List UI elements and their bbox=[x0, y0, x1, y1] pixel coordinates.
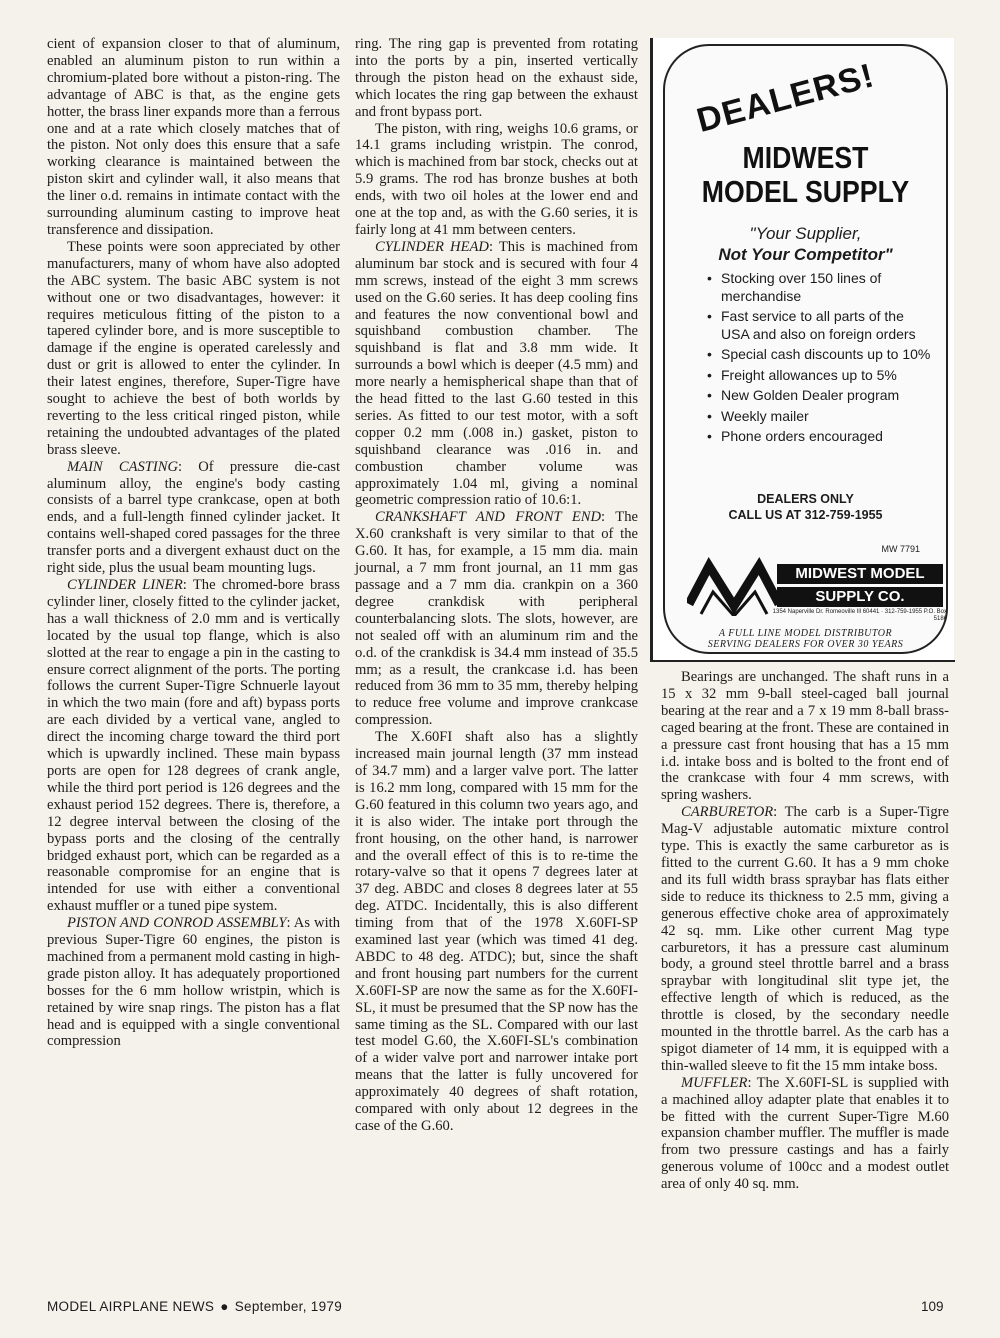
ad-company-bar-1: MIDWEST MODEL bbox=[777, 564, 943, 584]
section-body: The chromed-bore brass cylinder liner, closely fitted to the cylinder jacket, has a wall thickness of 2.0 mm and is vertically located by the usual top flange, which is also slotted at the rear to engage a pin in the casting to ensure correct alignment of the ports. The porting follows the current Super-Tigre Schnuerle layout in which the two main (fore and aft) bypass ports are each divided by a vertical vane, angled to direct the incoming charge toward the third port which is upwardly inclined. These main bypass ports are open for 128 degrees of crank angle, while the third port period is 126 degrees and the exhaust period 152 degrees. There is, therefore, a 12 degree interval between the closing of the bypass ports and the closing of the centrally bridged exhaust port, which can be regarded as a reasonable compromise for an engine that is intended for use with either a conventional exhaust muffler or a tuned pipe system. bbox=[47, 577, 340, 915]
section-body: The X.60 crankshaft is very similar to that of the G.60. It has, for example, a 15 mm dia. main journal, a 7 mm front journal, an 11 mm gas passage and a 7 mm dia. crankpin on a 360 degree crankdisk with peripheral counterbalancing slots. The slots, however, are not sealed off with an aluminum rim and the o.d. of the crankdisk is 34.4 mm instead of 35.5 mm; as a result, the crankcase i.d. has been reduced from 36 mm to 35 mm, thereby helping to reduce free volume and improve crankcase compression. bbox=[355, 509, 638, 729]
ad-feature-item: • Fast service to all parts of the USA and also on foreign orders bbox=[705, 308, 935, 343]
ad-address: 1354 Naperville Dr. Romeoville Ill 60441 · 312-759-1955 P.O. Box 5186 bbox=[772, 609, 947, 622]
ad-title-line-2: MODEL SUPPLY bbox=[701, 174, 910, 209]
ad-feature-list bbox=[705, 270, 935, 449]
section-heading: CARBURETOR bbox=[681, 804, 774, 821]
ad-tagline bbox=[665, 628, 946, 650]
section-heading: MAIN CASTING bbox=[67, 458, 179, 475]
section-body: Of pressure die-cast aluminum alloy, the engine's body casting consists of a barrel type crankcase, open at both ends, and a full-length finned cylinder jacket. It contains well-shaped cored passages for the three transfer ports and a divergent exhaust duct on the right side, plus the usual beam mounting lugs. bbox=[47, 458, 341, 577]
ad-dealers-only: DEALERS ONLY bbox=[757, 492, 854, 506]
section-heading: CYLINDER LINER bbox=[67, 577, 183, 593]
ad-rounded-frame bbox=[663, 44, 948, 654]
paragraph: cient of expansion closer to that of aluminum, enabled an aluminum piston to run within a chromium-plated bore without a piston-ring. The advantage of ABC is that, as the engine gets hotter, the brass liner expands more than a ferrous one and at a rate which closely matches that of the piston. Not only does this ensure that a safe working clearance is maintained between the piston skirt and cylinder wall, it also means that the liner o.d. remains in intimate contact with the surrounding aluminum casting to improve heat transference and dissipation. bbox=[47, 36, 340, 238]
ad-tagline-line-1: A FULL LINE MODEL DISTRIBUTOR bbox=[718, 628, 893, 639]
section-heading: CYLINDER HEAD bbox=[375, 238, 489, 255]
ad-code: MW 7791 bbox=[881, 544, 920, 554]
paragraph: CYLINDER LINER: The chromed-bore brass cylinder liner, closely fitted to the cylinder jacket, has a wall thickness of 2.0 mm and is vertically located by the usual top flange, which is also slotted at the rear to engage a pin in the casting to ensure correct alignment of the ports. The porting follows the current Super-Tigre Schnuerle layout in which the two main (fore and aft) bypass ports are each divided by a vertical vane, angled to direct the incoming charge toward the third port which is upwardly inclined. These main bypass ports are open for 128 degrees of crank angle, while the third port period is 126 degrees and the exhaust period 152 degrees. There is, therefore, a 12 degree interval between the closing of the bypass ports and the closing of the centrally bridged exhaust port, which can be regarded as a reasonable compromise for an engine that is intended for use with either a conventional exhaust muffler or a tuned pipe system. bbox=[47, 577, 340, 915]
paragraph: The X.60FI shaft also has a slightly increased main journal length (37 mm instead of 34.7 mm) and a larger valve port. The latter is 16.2 mm long, compared with 15 mm for the G.60 featured in this column two years ago, and it is also wider. The intake port through the front housing, on the other hand, is narrower and the overall effect of this is to re-time the rotary-valve so that it opens 7 degrees later at 37 deg. ABDC and closes 8 degrees later at 55 deg. ATDC. Incidentally, this is also different timing from that of the 1978 X.60FI-SP examined last year (which was timed 41 deg. ABDC to 48 deg. ATDC); but, since the shaft and front housing part numbers for the current X.60FI-SP are now the same as for the X.60FI-SL, it must be presumed that the SP now has the same timing as the SL. Compared with our last test model G.60, the X.60FI-SL's combination of a wider valve port and narrower intake port means that the latter is fully uncovered for approximately 40 degrees of shaft rotation, compared with only about 12 degrees in the case of the G.60. bbox=[355, 729, 638, 1134]
ad-slogan-line-1: "Your Supplier, bbox=[749, 224, 862, 243]
section-heading: MUFFLER bbox=[681, 1074, 748, 1091]
ad-feature-item: • Special cash discounts up to 10% bbox=[705, 346, 935, 364]
paragraph: MUFFLER: The X.60FI-SL is supplied with a machined alloy adapter plate that enables it to be fitted with the current Super-Tigre M.60 expansion chamber muffler. The muffler is made from two pressure castings and has a fairly generous volume of 100cc and a modest outlet area of only 40 sq. mm. bbox=[661, 1074, 949, 1193]
paragraph: CYLINDER HEAD: This is machined from aluminum bar stock and is secured with four 4 mm screws, instead of the eight 3 mm screws used on the G.60 series. It has deep cooling fins and features the now conventional bowl and squishband combustion chamber. The squishband is flat and 3.8 mm wide. It surrounds a bowl which is deeper (4.5 mm) and more nearly a hemispherical shape than that of the head fitted to the last G.60 tested in this series. As fitted to our test motor, with a soft copper 0.2 mm (.008 in.) gasket, piston to squishband clearance was .016 in. and combustion chamber volume was approximately 1.04 ml, giving a nominal geometric compression ratio of 10.6:1. bbox=[355, 238, 638, 509]
section-heading: PISTON AND CONROD ASSEMBLY bbox=[67, 915, 287, 932]
footer-bullet: ● bbox=[220, 1299, 229, 1314]
section-body: The X.60FI-SL is supplied with a machined alloy adapter plate that enables it to be fitted with the current Super-Tigre M.60 expansion chamber muffler. The muffler is made from two pressure castings and has a fairly generous volume of 100cc and a modest outlet area of only 40 sq. mm. bbox=[661, 1074, 949, 1193]
ad-tagline-line-2: SERVING DEALERS FOR OVER 30 YEARS bbox=[707, 639, 904, 650]
article-column-3 bbox=[661, 669, 949, 1193]
article-column-2 bbox=[355, 36, 638, 1135]
paragraph: These points were soon appreciated by other manufacturers, many of whom have also adopted the ABC system. The basic ABC system is not without one or two disadvantages, however: it requires meticulous fitting of the piston to a tapered cylinder bore, and is more susceptible to damage if the engine is operated carelessly and dust or grit is allowed to enter the cylinder. In their latest engines, therefore, Super-Tigre have sought to achieve the best of both worlds by reverting to the less critical ringed piston, while retaining the undoubted advantages of the plated brass sleeve. bbox=[47, 238, 340, 458]
ad-title-line-1: MIDWEST bbox=[742, 140, 869, 175]
section-heading: CRANKSHAFT AND FRONT END bbox=[375, 509, 602, 526]
ad-feature-item: • Phone orders encouraged bbox=[705, 428, 935, 446]
ad-feature-item: • Freight allowances up to 5% bbox=[705, 367, 935, 385]
paragraph: Bearings are unchanged. The shaft runs in a 15 x 32 mm 9-ball steel-caged ball journal bearing at the rear and a 7 x 19 mm 8-ball brass-caged bearing at the front. These are contained in a pressure cast front housing that has a 15 mm i.d. intake boss and is bolted to the front end of the crankcase with four 4 mm screws, with spring washers. bbox=[661, 669, 949, 804]
section-body: The carb is a Super-Tigre Mag-V adjustable automatic mixture control type. This is exactly the same carburetor as is fitted to the current G.60. It has a 9 mm choke and its full width brass spraybar has flats either side to reduce its thickness to 2.5 mm, giving a generous effective choke area of approximately 42 sq. mm. Like other current Mag type carburetors, it has a pressure cast aluminum body, a ground steel throttle barrel and a brass spraybar with longitudinal slit type jet, the effective length of which is reduced, as the throttle is closed, by the secondary needle mounted in the throttle barrel. As the carb has a spigot diameter of 14 mm, it is equipped with a thin-walled sleeve to fit the 15 mm intake boss. bbox=[661, 804, 949, 1074]
ad-dealers-heading: DEALERS! bbox=[692, 56, 879, 141]
midwest-logo-icon bbox=[687, 556, 781, 616]
ad-feature-item: • New Golden Dealer program bbox=[705, 387, 935, 405]
section-body: As with previous Super-Tigre 60 engines, the piston is machined from a permanent mold casting in high-grade piston alloy. It has adequately proportioned bosses for the 6 mm hollow wristpin, which is retained by wire snap rings. The piston has a flat head and is equipped with a single conventional compression bbox=[47, 915, 340, 1050]
paragraph: CARBURETOR: The carb is a Super-Tigre Mag-V adjustable automatic mixture control type. This is exactly the same carburetor as is fitted to the current G.60. It has a 9 mm choke and its full width brass spraybar has flats either side to reduce its thickness to 2.5 mm, giving a generous effective choke area of approximately 42 sq. mm. Like other current Mag type carburetors, it has a pressure cast aluminum body, a ground steel throttle barrel and a brass spraybar with longitudinal slit type jet, the effective length of which is reduced, as the throttle is closed, by the secondary needle mounted in the throttle barrel. As the carb has a spigot diameter of 14 mm, it is equipped with a thin-walled sleeve to fit the 15 mm intake boss. bbox=[661, 804, 949, 1074]
paragraph: CRANKSHAFT AND FRONT END: The X.60 crankshaft is very similar to that of the G.60. It has, for example, a 15 mm dia. main journal, a 7 mm front journal, an 11 mm gas passage and a 7 mm dia. crankpin on a 360 degree crankdisk with peripheral counterbalancing slots. The slots, however, are not sealed off with an aluminum rim and the o.d. of the crankdisk is 34.4 mm instead of 35.5 mm; as a result, the crankcase i.d. has been reduced from 36 mm to 35 mm, thereby helping to reduce free volume and improve crankcase compression. bbox=[355, 509, 638, 729]
paragraph: MAIN CASTING: Of pressure die-cast aluminum alloy, the engine's body casting consists of a barrel type crankcase, open at both ends, and a full-length finned cylinder jacket. It contains well-shaped cored passages for the three transfer ports and a divergent exhaust duct on the right side, plus the usual beam mounting lugs. bbox=[47, 458, 341, 577]
issue-date: September, 1979 bbox=[234, 1299, 343, 1314]
ad-slogan-line-2: Not Your Competitor" bbox=[718, 245, 893, 264]
section-body: This is machined from aluminum bar stock and is secured with four 4 mm screws, instead of the eight 3 mm screws used on the G.60 series. It has deep cooling fins and features the now conventional bowl and squishband combustion chamber. The squishband is flat and 3.8 mm wide. It surrounds a bowl which is deeper (4.5 mm) and more nearly a hemispherical shape than that of the head fitted to the last G.60 tested in this series. As fitted to our test motor, with a soft copper 0.2 mm (.008 in.) gasket, piston to squishband clearance was .016 in. and combustion chamber volume was approximately 1.04 ml, giving a nominal geometric compression ratio of 10.6:1. bbox=[355, 238, 638, 509]
ad-feature-item: • Stocking over 150 lines of merchandise bbox=[705, 270, 935, 305]
paragraph: ring. The ring gap is prevented from rotating into the ports by a pin, inserted vertically through the piston head on the exhaust side, which locates the ring gap between the exhaust and front bypass port. bbox=[355, 36, 638, 120]
ad-feature-item: • Weekly mailer bbox=[705, 408, 935, 426]
ad-bottom-rule bbox=[650, 660, 955, 662]
paragraph: The piston, with ring, weighs 10.6 grams, or 14.1 grams including wristpin. The conrod, which is machined from bar stock, checks out at 5.9 grams. The rod has bronze bushes at both ends, with two oil holes at the lower end and one at the top and, as with the G.60 series, it is fairly long at 41 mm between centers. bbox=[355, 120, 638, 238]
paragraph: PISTON AND CONROD ASSEMBLY: As with previous Super-Tigre 60 engines, the piston is machined from a permanent mold casting in high-grade piston alloy. It has adequately proportioned bosses for the 6 mm hollow wristpin, which is retained by wire snap rings. The piston has a flat head and is equipped with a single conventional compression bbox=[47, 915, 340, 1050]
page-number: 109 bbox=[921, 1299, 944, 1314]
ad-company-bar-2: SUPPLY CO. bbox=[777, 587, 943, 607]
midwest-model-supply-ad bbox=[650, 38, 954, 660]
publication-name: MODEL AIRPLANE NEWS bbox=[47, 1299, 215, 1314]
ad-phone: CALL US AT 312-759-1955 bbox=[728, 508, 883, 522]
page-footer bbox=[47, 1299, 342, 1314]
article-column-1 bbox=[47, 36, 340, 1050]
